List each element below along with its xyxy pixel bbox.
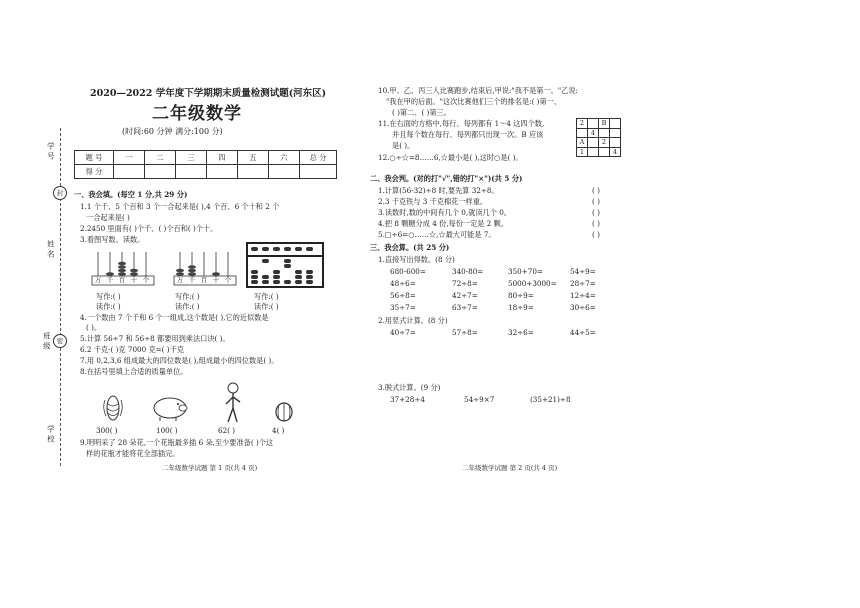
name-label: 姓 名 <box>46 240 56 258</box>
mental-calc: 18÷9= <box>508 303 534 312</box>
binding-line <box>60 128 61 466</box>
grid-cell: A <box>577 138 588 148</box>
score-input-cell[interactable] <box>145 165 176 179</box>
grid-cell: 2 <box>599 138 610 148</box>
score-input-cell[interactable] <box>238 165 269 179</box>
question-1a: 1.1 个千、5 个百和 3 个一合起来是( ),4 个百、6 个十和 2 个 <box>80 202 280 211</box>
judge-item-2: 2.3 千克铁与 3 千克棉花一样重。 <box>378 197 488 206</box>
judge-answer-5[interactable]: ( ) <box>592 230 600 239</box>
grid-cell <box>599 128 610 138</box>
mental-calc: 48÷6= <box>390 279 416 288</box>
question-10b: "我在甲的后面。"这次比赛他们三个的排名是:( )第一、 <box>386 97 562 106</box>
score-input-cell[interactable] <box>300 165 337 179</box>
grid-cell: 4 <box>588 128 599 138</box>
place-label: 万 <box>94 276 102 284</box>
score-table <box>74 150 337 179</box>
question-12: 12.○÷☆=8……6,☆最小是( ),这时○是( )。 <box>378 153 523 162</box>
stepwise-calc: 37+28÷4 <box>390 395 425 404</box>
vertical-calc: 44÷5= <box>570 328 596 337</box>
question-11c: 是( )。 <box>392 141 415 150</box>
question-11a: 11.在右面的方格中,每行、每列都有 1～4 这四个数, <box>378 119 545 128</box>
place-label: 十 <box>130 276 138 284</box>
grid-cell <box>588 147 599 157</box>
question-2: 2.2450 里面有( )个千、( )个百和( )个十。 <box>80 224 218 233</box>
q8-child-answer: 62( ) <box>218 426 236 435</box>
mental-calc: 340-80= <box>452 267 484 276</box>
abacus-2-header <box>174 276 234 284</box>
score-row-label: 得 分 <box>75 165 114 179</box>
judge-item-4: 4.把 8 颗糖分成 4 份,每份一定是 2 颗。 <box>378 219 509 228</box>
score-header-cell: 总 分 <box>300 151 337 165</box>
abacus-3-write: 写作:( ) <box>254 292 279 301</box>
judge-answer-3[interactable]: ( ) <box>592 208 600 217</box>
mental-calc: 30÷6= <box>570 303 596 312</box>
question-1b: 一合起来是( ) <box>86 213 130 222</box>
sudoku-grid <box>576 118 621 157</box>
corn-icon <box>100 394 126 424</box>
place-label: 千 <box>188 276 196 284</box>
score-header-cell: 四 <box>207 151 238 165</box>
grid-cell <box>588 119 599 129</box>
exam-title: 2020—2022 学年度下学期期末质量检测试题(河东区) <box>90 88 327 99</box>
mental-calc: 5000+3000= <box>508 279 557 288</box>
section3-title: 三、我会算。(共 25 分) <box>370 243 450 252</box>
question-9b: 样的花瓶才能将花全部插完。 <box>86 449 180 458</box>
stepwise-calc: (35+21)÷8 <box>530 395 571 404</box>
mental-calc: 72÷8= <box>452 279 478 288</box>
time-info: (时间:60 分钟 满分:100 分) <box>122 127 223 136</box>
place-label: 个 <box>224 276 232 284</box>
abacus-1-header <box>92 276 152 284</box>
grid-cell <box>588 138 599 148</box>
question-4a: 4.一个数由 7 个千和 6 个一组成,这个数是( ),它的近似数是 <box>80 313 269 322</box>
score-header-cell: 二 <box>145 151 176 165</box>
judge-item-3: 3.读数时,数的中间有几个 0,就读几个 0。 <box>378 208 511 217</box>
mental-calc: 680-600= <box>390 267 426 276</box>
question-10c: ( )第二、( )第三。 <box>392 108 451 117</box>
mental-calc: 35÷7= <box>390 303 416 312</box>
place-label: 百 <box>118 276 126 284</box>
grid-cell <box>610 119 621 129</box>
mental-calc: 63÷7= <box>452 303 478 312</box>
grid-cell: B <box>599 119 610 129</box>
right-page-footer: 二年级数学试题 第 2 页(共 4 页) <box>462 464 558 472</box>
place-label: 百 <box>200 276 208 284</box>
pig-icon <box>150 396 190 422</box>
seal-mark-feng: 封 <box>53 186 67 200</box>
seal-mark-mi: 密 <box>53 334 67 348</box>
mental-calc: 80÷9= <box>508 291 534 300</box>
judge-item-5: 5.□÷6=○……☆,☆最大可能是 7。 <box>378 230 496 239</box>
score-input-cell[interactable] <box>269 165 300 179</box>
score-input-cell[interactable] <box>176 165 207 179</box>
place-label: 个 <box>142 276 150 284</box>
suanpan-picture <box>246 242 324 288</box>
section1-title: 一、我会填。(每空 1 分,共 29 分) <box>74 190 188 199</box>
vertical-calc: 57÷8= <box>452 328 478 337</box>
judge-item-1: 1.计算(56-32)÷8 时,要先算 32÷8。 <box>378 186 499 195</box>
class-label: 班 级 <box>42 332 52 350</box>
grid-cell <box>610 138 621 148</box>
question-9a: 9.明明采了 28 朵花,一个花瓶最多插 6 朵,至少要准备( )个这 <box>80 438 274 447</box>
grid-cell <box>599 147 610 157</box>
judge-answer-1[interactable]: ( ) <box>592 186 600 195</box>
q8-corn-answer: 300( ) <box>96 426 118 435</box>
grid-cell: 4 <box>610 147 621 157</box>
school-label: 学 校 <box>46 425 56 443</box>
mental-calc: 42÷7= <box>452 291 478 300</box>
score-input-cell[interactable] <box>114 165 145 179</box>
stepwise-calc: 54÷9×7 <box>464 395 495 404</box>
question-11b: 并且每个数在每行、每列都只出现一次。B 应该 <box>392 130 544 139</box>
question-8: 8.在括号里填上合适的质量单位。 <box>80 367 188 376</box>
student-number-label: 学 号 <box>46 142 56 160</box>
question-5: 5.计算 56÷7 和 56÷8 都要用到乘法口诀( )。 <box>80 334 230 343</box>
child-figure-icon <box>222 382 244 424</box>
q8-pig-answer: 100( ) <box>156 426 178 435</box>
score-header-cell: 六 <box>269 151 300 165</box>
vertical-calc: 32÷6= <box>508 328 534 337</box>
score-input-cell[interactable] <box>207 165 238 179</box>
score-header-cell: 题 号 <box>75 151 114 165</box>
abacus-2-read: 读作:( ) <box>175 302 200 311</box>
question-4b: ( )。 <box>86 323 102 332</box>
subject-title: 二年级数学 <box>152 104 242 124</box>
mental-calc: 350+70= <box>508 267 543 276</box>
abacus-2-write: 写作:( ) <box>175 292 200 301</box>
part-3-title: 3.脱式计算。(9 分) <box>378 383 441 392</box>
judge-answer-4[interactable]: ( ) <box>592 219 600 228</box>
abacus-1-write: 写作:( ) <box>96 292 121 301</box>
grid-cell: 1 <box>577 147 588 157</box>
vertical-calc: 40÷7= <box>390 328 416 337</box>
mental-calc: 28÷7= <box>570 279 596 288</box>
part-1-title: 1.直接写出得数。(8 分) <box>378 255 455 264</box>
place-label: 十 <box>212 276 220 284</box>
score-header-cell: 三 <box>176 151 207 165</box>
q8-melon-answer: 4( ) <box>272 426 285 435</box>
grid-cell: 2 <box>577 119 588 129</box>
abacus-1-read: 读作:( ) <box>96 302 121 311</box>
section2-title: 二、我会判。(对的打"√",错的打"×")(共 5 分) <box>370 174 523 183</box>
place-label: 万 <box>176 276 184 284</box>
score-header-cell: 一 <box>114 151 145 165</box>
judge-answer-2[interactable]: ( ) <box>592 197 600 206</box>
question-10a: 10.甲、乙、丙三人比赛跑步,结束后,甲说:"我不是第一。"乙说: <box>378 86 578 95</box>
question-6: 6.2 千克-( )克 7000 克=( )千克 <box>80 345 184 354</box>
mental-calc: 54÷9= <box>570 267 596 276</box>
mental-calc: 12÷4= <box>570 291 596 300</box>
question-7: 7.用 0,2,3,6 组成最大的四位数是( ),组成最小的四位数是( )。 <box>80 356 279 365</box>
place-label: 千 <box>106 276 114 284</box>
question-3: 3.看图写数、读数。 <box>80 235 145 244</box>
watermelon-icon <box>274 400 294 422</box>
mental-calc: 56÷8= <box>390 291 416 300</box>
score-header-cell: 五 <box>238 151 269 165</box>
grid-cell <box>610 128 621 138</box>
abacus-3-read: 读作:( ) <box>254 302 279 311</box>
part-2-title: 2.用竖式计算。(8 分) <box>378 316 448 325</box>
grid-cell <box>577 128 588 138</box>
left-page-footer: 二年级数学试题 第 1 页(共 4 页) <box>162 464 258 472</box>
